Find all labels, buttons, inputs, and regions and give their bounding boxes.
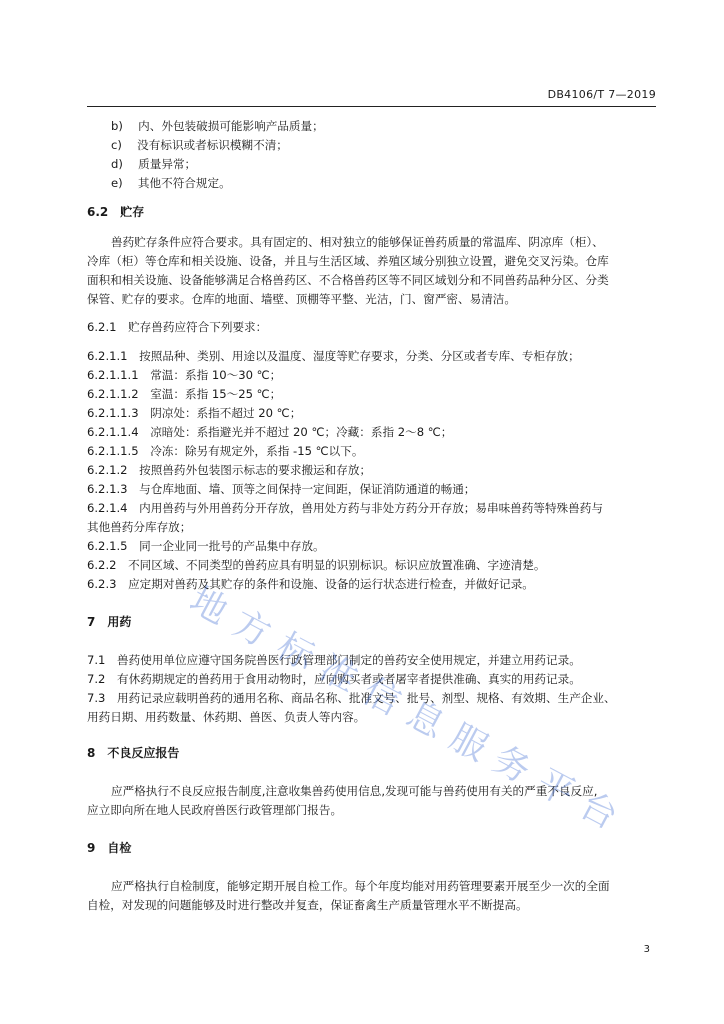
watermark-char: 方 <box>226 602 278 656</box>
clause-6-2-2: 6.2.2 不同区域、不同类型的兽药应具有明显的识别标识。标识应放置准确、字迹清楚。 <box>87 558 546 572</box>
header-rule <box>87 106 656 107</box>
watermark-char: 平 <box>529 761 581 815</box>
section-heading-7: 7 用药 <box>87 615 132 629</box>
clause-6-2-1-4: 6.2.1.4 内用兽药与外用兽药分开存放，兽用处方药与非处方药分开存放；易串味兽药等特殊兽药与 <box>87 501 603 515</box>
clause-6-2-1-2: 6.2.1.2 按照兽药外包装图示标志的要求搬运和存放； <box>87 463 372 477</box>
paragraph-line: 面积和相关设施、设备能够满足合格兽药区、不合格兽药区等不同区域划分和不同兽药品种分区、分类 <box>87 273 609 287</box>
paragraph-line: 应严格执行不良反应报告制度,注意收集兽药使用信息,发现可能与兽药使用有关的严重不良反应, <box>111 784 598 798</box>
paragraph-line: 自检，对发现的问题能够及时进行整改并复查，保证畜禽生产质量管理水平不断提高。 <box>87 898 528 912</box>
list-item-d: d) 质量异常； <box>111 157 197 171</box>
watermark-char: 准 <box>313 647 365 702</box>
clause-7-3: 7.3 用药记录应载明兽药的通用名称、商品名称、批准文号、批号、剂型、规格、有效期、生产企业、 <box>87 691 616 705</box>
clause-7-3-cont: 用药日期、用药数量、休药期、兽医、负责人等内容。 <box>87 710 366 724</box>
clause-6-2-1-1: 6.2.1.1 按照品种、类别、用途以及温度、湿度等贮存要求，分类、分区或者专库、专柜存放； <box>87 349 580 363</box>
paragraph-line: 兽药贮存条件应符合要求。具有固定的、相对独立的能够保证兽药质量的常温库、阴凉库（柜）、 <box>111 235 604 249</box>
section-heading-9: 9 自检 <box>87 841 132 855</box>
watermark-char: 服 <box>443 716 495 770</box>
paragraph-line: 应严格执行自检制度，能够定期开展自检工作。每个年度均能对用药管理要素开展至少一次的全面 <box>111 879 610 893</box>
watermark-char: 信 <box>356 670 408 724</box>
section-heading-8: 8 不良反应报告 <box>87 746 180 760</box>
paragraph-line: 冷库（柜）等仓库和相关设施、设备，并且与生活区域、养殖区域分别独立设置，避免交叉污染。仓库 <box>87 254 609 268</box>
clause-6-2-1-1-3: 6.2.1.1.3 阴凉处：系指不超过 20 ℃； <box>87 406 302 420</box>
paragraph-line: 应立即向所在地人民政府兽医行政管理部门报告。 <box>87 803 343 817</box>
section-heading-6-2: 6.2 贮存 <box>87 205 145 219</box>
clause-6-2-1-1-1: 6.2.1.1.1 常温：系指 10～30 ℃； <box>87 368 282 382</box>
watermark-char: 标 <box>269 625 321 679</box>
clause-6-2-1-4-cont: 其他兽药分库存放； <box>87 520 192 534</box>
page-number: 3 <box>643 944 650 955</box>
list-item-c: c) 没有标识或者标识模糊不清； <box>111 138 288 152</box>
watermark-char: 地 <box>183 579 235 633</box>
clause-6-2-1-3: 6.2.1.3 与仓库地面、墙、顶等之间保持一定间距，保证消防通道的畅通； <box>87 482 476 496</box>
clause-6-2-1-5: 6.2.1.5 同一企业同一批号的产品集中存放。 <box>87 539 325 553</box>
clause-6-2-1: 6.2.1 贮存兽药应符合下列要求： <box>87 320 268 334</box>
list-item-e: e) 其他不符合规定。 <box>111 176 231 190</box>
clause-6-2-1-1-4: 6.2.1.1.4 凉暗处：系指避光并不超过 20 ℃；冷藏：系指 2～8 ℃； <box>87 425 453 439</box>
watermark-char: 务 <box>486 739 538 793</box>
list-item-b: b) 内、外包装破损可能影响产品质量； <box>111 119 324 133</box>
document-code: DB4106/T 7—2019 <box>547 88 656 101</box>
clause-7-1: 7.1 兽药使用单位应遵守国务院兽医行政管理部门制定的兽药安全使用规定，并建立用药记录。 <box>87 653 581 667</box>
clause-6-2-3: 6.2.3 应定期对兽药及其贮存的条件和设施、设备的运行状态进行检查，并做好记录。 <box>87 577 534 591</box>
watermark-char: 息 <box>399 693 451 747</box>
paragraph-line: 保管、贮存的要求。仓库的地面、墙壁、顶棚等平整、光洁，门、窗严密、易清洁。 <box>87 292 516 306</box>
watermark-char: 台 <box>573 784 625 838</box>
clause-6-2-1-1-2: 6.2.1.1.2 室温：系指 15～25 ℃； <box>87 387 282 401</box>
clause-7-2: 7.2 有休药期规定的兽药用于食用动物时，应向购买者或者屠宰者提供准确、真实的用药记录。 <box>87 672 581 686</box>
clause-6-2-1-1-5: 6.2.1.1.5 冷冻：除另有规定外，系指 -15 ℃以下。 <box>87 444 364 458</box>
